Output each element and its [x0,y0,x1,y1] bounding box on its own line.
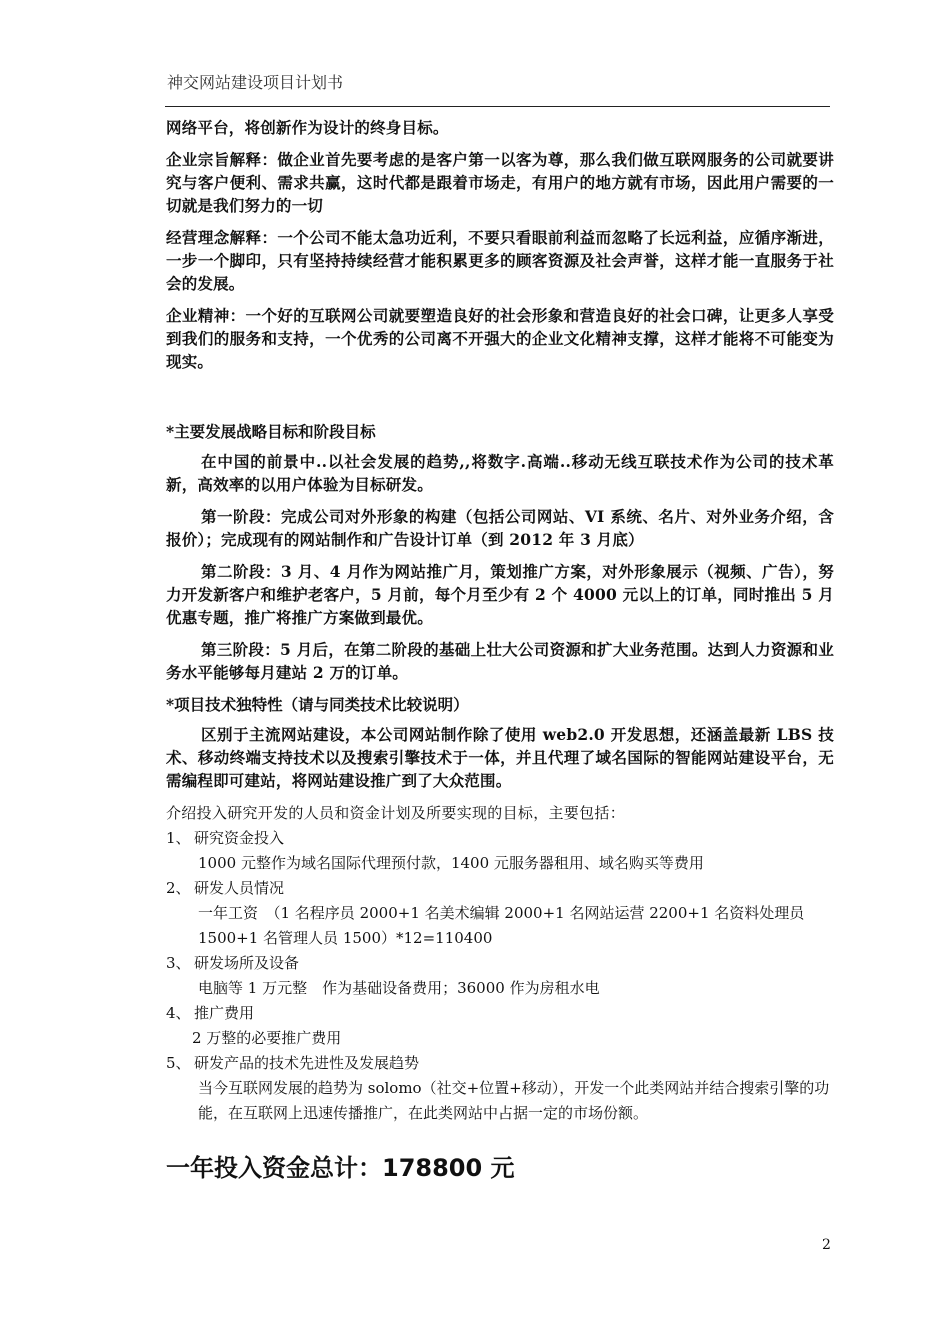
investment-total: 一年投入资金总计：178800 元 [166,1154,515,1182]
paragraph-spirit: 企业精神：一个好的互联网公司就要塑造良好的社会形象和营造良好的社会口碑，让更多人享受到我们的服务和支持，一个优秀的公司离不开强大的企业文化精神支撑，这样才能将不可能变为现实。 [166,306,834,371]
tech-body: 区别于主流网站建设，本公司网站制作除了使用 web2.0 开发思想，还涵盖最新 LBS 技术、移动终端支持技术以及搜索引擎技术于一体，并且代理了域名国际的智能网站建设平台，无需编程即可建站，将网站建设推广到了大众范围。 [166,725,834,790]
investment-detail-5: 当今互联网发展的趋势为 solomo（社交+位置+移动），开发一个此类网站并结合搜索引擎的功能，在互联网上迅速传播推广，在此类网站中占据一定的市场份额。 [198,1079,830,1122]
list-number: 2、 [166,879,191,897]
list-number: 4、 [166,1004,191,1022]
investment-intro: 介绍投入研究开发的人员和资金计划及所要实现的目标，主要包括： [166,804,626,822]
investment-detail-2: 一年工资 （1 名程序员 2000+1 名美术编辑 2000+1 名网站运营 2200+1 名资料处理员 1500+1 名管理人员 1500）*12=110400 [198,904,805,947]
list-title: 研发产品的技术先进性及发展趋势 [194,1054,420,1072]
page-number: 2 [822,1237,831,1253]
header-rule [165,106,830,107]
investment-item-1 [166,826,834,851]
list-number: 1、 [166,829,191,847]
paragraph-platform: 网络平台，将创新作为设计的终身目标。 [166,118,449,137]
tech-heading: *项目技术独特性（请与同类技术比较说明） [166,695,469,714]
investment-item-4 [166,1001,834,1026]
list-title: 研发场所及设备 [194,954,300,972]
strategy-heading: *主要发展战略目标和阶段目标 [166,422,376,441]
list-title: 研究资金投入 [194,829,285,847]
paragraph-philosophy: 经营理念解释：一个公司不能太急功近利，不要只看眼前利益而忽略了长远利益，应循序渐进，一步一个脚印，只有坚持持续经营才能积累更多的顾客资源及社会声誉，这样才能一直服务于社会的发展。 [166,228,834,293]
investment-item-3 [166,951,834,976]
list-title: 研发人员情况 [194,879,285,897]
list-number: 5、 [166,1054,191,1072]
document-header: 神交网站建设项目计划书 [167,73,344,92]
strategy-stage-3: 第三阶段：5 月后，在第二阶段的基础上壮大公司资源和扩大业务范围。达到人力资源和业务水平能够每月建站 2 万的订单。 [166,640,834,682]
section-gap [166,382,834,420]
paragraph-purpose: 企业宗旨解释：做企业首先要考虑的是客户第一以客为尊，那么我们做互联网服务的公司就要讲究与客户便利、需求共赢，这时代都是跟着市场走，有用户的地方就有市场，因此用户需要的一切就是我们努力的一切 [166,150,834,215]
strategy-intro: 在中国的前景中..以社会发展的趋势,,将数字.高端..移动无线互联技术作为公司的技术革新，高效率的以用户体验为目标研发。 [166,452,834,494]
strategy-stage-2: 第二阶段：3 月、4 月作为网站推广月，策划推广方案，对外形象展示（视频、广告），努力开发新客户和维护老客户，5 月前，每个月至少有 2 个 4000 元以上的订单，同时推出 5 月优惠专题，推广将推广方案做到最优。 [166,562,834,627]
page-content [166,116,834,1183]
investment-item-5 [166,1051,834,1076]
investment-detail-4: 2 万整的必要推广费用 [192,1029,342,1047]
investment-detail-1: 1000 元整作为域名国际代理预付款，1400 元服务器租用、域名购买等费用 [198,854,704,872]
list-title: 推广费用 [194,1004,255,1022]
strategy-stage-1: 第一阶段：完成公司对外形象的构建（包括公司网站、VI 系统、名片、对外业务介绍，含报价）；完成现有的网站制作和广告设计订单（到 2012 年 3 月底） [166,507,834,549]
investment-detail-3: 电脑等 1 万元整 作为基础设备费用；36000 作为房租水电 [198,979,600,997]
list-number: 3、 [166,954,191,972]
investment-item-2 [166,876,834,901]
